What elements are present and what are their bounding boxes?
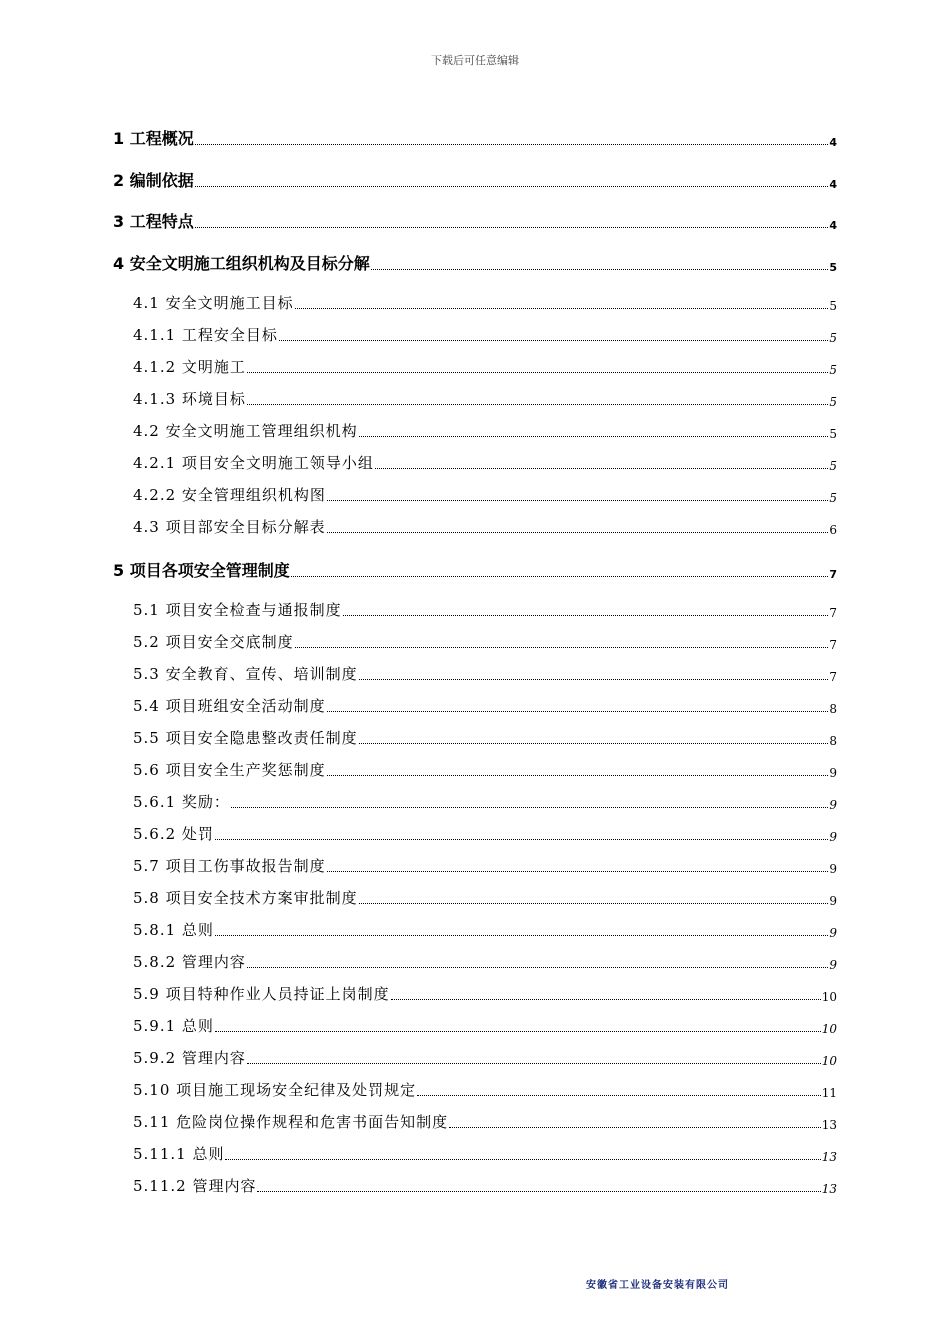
toc-entry-page: 5 <box>829 299 837 313</box>
toc-entry-page: 5 <box>829 459 837 473</box>
toc-entry-title: 5.9.2 管理内容 <box>133 1049 246 1067</box>
toc-entry-title: 5.11.2 管理内容 <box>133 1177 257 1195</box>
toc-entry-title: 3 工程特点 <box>113 212 194 231</box>
toc-entry-page: 7 <box>829 606 837 620</box>
toc-entry[interactable] <box>133 695 837 716</box>
toc-entry[interactable] <box>133 1047 837 1068</box>
toc-entry-title: 4.2 安全文明施工管理组织机构 <box>133 422 358 440</box>
toc-entry[interactable] <box>133 292 837 313</box>
toc-entry-title: 5.10 项目施工现场安全纪律及处罚规定 <box>133 1081 417 1099</box>
toc-entry[interactable] <box>133 516 837 537</box>
toc-entry-title: 5.9.1 总则 <box>133 1017 214 1035</box>
toc-entry[interactable] <box>133 420 837 441</box>
toc-leader-dots <box>257 1190 820 1192</box>
toc-entry-page: 9 <box>829 766 837 780</box>
toc-entry-title: 5.6.2 处罚 <box>133 825 214 843</box>
toc-entry-title: 4.1.1 工程安全目标 <box>133 326 278 344</box>
toc-leader-dots <box>391 998 821 1000</box>
toc-leader-dots <box>279 339 828 341</box>
toc-leader-dots <box>215 838 828 840</box>
toc-entry[interactable] <box>133 388 837 409</box>
toc-entry-page: 11 <box>821 1086 837 1100</box>
toc-entry[interactable] <box>133 1175 837 1196</box>
toc-entry[interactable] <box>133 599 837 620</box>
toc-leader-dots <box>371 268 829 270</box>
toc-entry[interactable] <box>133 484 837 505</box>
toc-entry[interactable] <box>113 251 837 274</box>
toc-leader-dots <box>225 1158 820 1160</box>
toc-entry-page: 13 <box>821 1182 837 1196</box>
toc-entry-page: 10 <box>821 990 837 1004</box>
toc-entry-title: 4.3 项目部安全目标分解表 <box>133 518 326 536</box>
toc-entry-page: 13 <box>821 1150 837 1164</box>
toc-leader-dots <box>247 371 828 373</box>
toc-entry-title: 5.5 项目安全隐患整改责任制度 <box>133 729 358 747</box>
toc-leader-dots <box>295 307 829 309</box>
toc-entry[interactable] <box>133 951 837 972</box>
toc-leader-dots <box>327 531 829 533</box>
toc-leader-dots <box>291 575 829 577</box>
toc-leader-dots <box>359 678 829 680</box>
toc-entry-title: 4.2.1 项目安全文明施工领导小组 <box>133 454 374 472</box>
toc-entry[interactable] <box>133 791 837 812</box>
toc-entry-title: 5.1 项目安全检查与通报制度 <box>133 601 342 619</box>
toc-entry-title: 5.7 项目工伤事故报告制度 <box>133 857 326 875</box>
toc-entry-page: 8 <box>829 734 837 748</box>
toc-entry[interactable] <box>133 452 837 473</box>
toc-entry[interactable] <box>133 759 837 780</box>
toc-entry-title: 4.1 安全文明施工目标 <box>133 294 294 312</box>
toc-leader-dots <box>417 1094 821 1096</box>
toc-entry-title: 5.9 项目特种作业人员持证上岗制度 <box>133 985 390 1003</box>
toc-entry[interactable] <box>133 1015 837 1036</box>
toc-entry-page: 10 <box>821 1022 837 1036</box>
toc-entry-title: 5.8.1 总则 <box>133 921 214 939</box>
toc-entry-page: 5 <box>829 260 837 274</box>
toc-entry-page: 7 <box>829 638 837 652</box>
toc-entry-title: 5.6.1 奖励： <box>133 793 230 811</box>
toc-entry[interactable] <box>133 983 837 1004</box>
toc-entry-page: 9 <box>829 862 837 876</box>
toc-entry-page: 9 <box>829 798 837 812</box>
toc-entry-page: 4 <box>829 136 837 149</box>
toc-entry-title: 4.1.3 环境目标 <box>133 390 246 408</box>
toc-entry[interactable] <box>133 823 837 844</box>
toc-entry-page: 5 <box>829 331 837 345</box>
toc-leader-dots <box>327 499 828 501</box>
toc-entry-title: 2 编制依据 <box>113 170 194 190</box>
toc-leader-dots <box>215 1030 821 1032</box>
toc-entry-page: 5 <box>829 395 837 409</box>
toc-leader-dots <box>375 467 828 469</box>
toc-leader-dots <box>231 806 828 808</box>
toc-entry[interactable] <box>133 356 837 377</box>
toc-leader-dots <box>295 646 829 648</box>
toc-entry[interactable] <box>133 1079 837 1100</box>
toc-entry[interactable] <box>133 663 837 684</box>
toc-leader-dots <box>343 614 829 616</box>
toc-entry-page: 10 <box>821 1054 837 1068</box>
toc-leader-dots <box>195 226 829 228</box>
toc-entry-title: 5.8.2 管理内容 <box>133 953 246 971</box>
toc-entry-page: 5 <box>829 363 837 377</box>
toc-entry-title: 4.2.2 安全管理组织机构图 <box>133 486 326 504</box>
company-footer: 安徽省工业设备安装有限公司 <box>586 1280 729 1291</box>
toc-entry-title: 5.11.1 总则 <box>133 1145 225 1163</box>
toc-entry-page: 5 <box>829 491 837 505</box>
toc-leader-dots <box>195 185 829 187</box>
toc-entry-page: 9 <box>829 958 837 972</box>
toc-entry[interactable] <box>133 727 837 748</box>
toc-entry-page: 7 <box>829 567 837 581</box>
toc-entry[interactable] <box>133 855 837 876</box>
toc-entry-title: 5.8 项目安全技术方案审批制度 <box>133 889 358 907</box>
toc-entry-title: 4.1.2 文明施工 <box>133 358 246 376</box>
toc-entry-title: 5.11 危险岗位操作规程和危害书面告知制度 <box>133 1113 449 1131</box>
toc-entry-page: 4 <box>829 219 837 232</box>
toc-leader-dots <box>247 966 828 968</box>
page-header: 下载后可任意编辑 <box>431 54 519 67</box>
toc-entry-page: 9 <box>829 926 837 940</box>
toc-entry[interactable] <box>113 558 837 581</box>
toc-entry-title: 4 安全文明施工组织机构及目标分解 <box>113 253 370 273</box>
toc-entry[interactable] <box>113 209 837 232</box>
toc-entry-title: 5.3 安全教育、宣传、培训制度 <box>133 665 358 683</box>
toc-entry-page: 9 <box>829 894 837 908</box>
toc-entry[interactable] <box>133 1143 837 1164</box>
toc-leader-dots <box>327 774 829 776</box>
toc-entry-page: 5 <box>829 427 837 441</box>
toc-leader-dots <box>195 143 829 145</box>
toc-leader-dots <box>359 742 829 744</box>
toc-entry[interactable] <box>133 631 837 652</box>
toc-leader-dots <box>359 435 829 437</box>
toc-entry-title: 5 项目各项安全管理制度 <box>113 560 290 580</box>
toc-entry[interactable] <box>133 1111 837 1132</box>
toc-leader-dots <box>327 710 829 712</box>
toc-entry-page: 9 <box>829 830 837 844</box>
toc-entry-title: 5.6 项目安全生产奖惩制度 <box>133 761 326 779</box>
toc-entry-page: 6 <box>829 523 837 537</box>
toc-entry-title: 5.2 项目安全交底制度 <box>133 633 294 651</box>
toc-entry-page: 7 <box>829 670 837 684</box>
toc-leader-dots <box>247 1062 821 1064</box>
toc-entry[interactable] <box>133 324 837 345</box>
toc-entry-page: 4 <box>829 177 837 191</box>
toc-leader-dots <box>247 403 828 405</box>
toc-entry-page: 13 <box>821 1118 837 1132</box>
toc-leader-dots <box>215 934 828 936</box>
toc-entry[interactable] <box>113 126 837 149</box>
toc-leader-dots <box>359 902 829 904</box>
toc-entry-title: 5.4 项目班组安全活动制度 <box>133 697 326 715</box>
toc-entry[interactable] <box>113 168 837 191</box>
toc-entry-page: 8 <box>829 702 837 716</box>
toc-leader-dots <box>327 870 829 872</box>
toc-entry[interactable] <box>133 919 837 940</box>
toc-entry[interactable] <box>133 887 837 908</box>
toc-leader-dots <box>449 1126 821 1128</box>
toc-entry-title: 1 工程概况 <box>113 129 194 148</box>
